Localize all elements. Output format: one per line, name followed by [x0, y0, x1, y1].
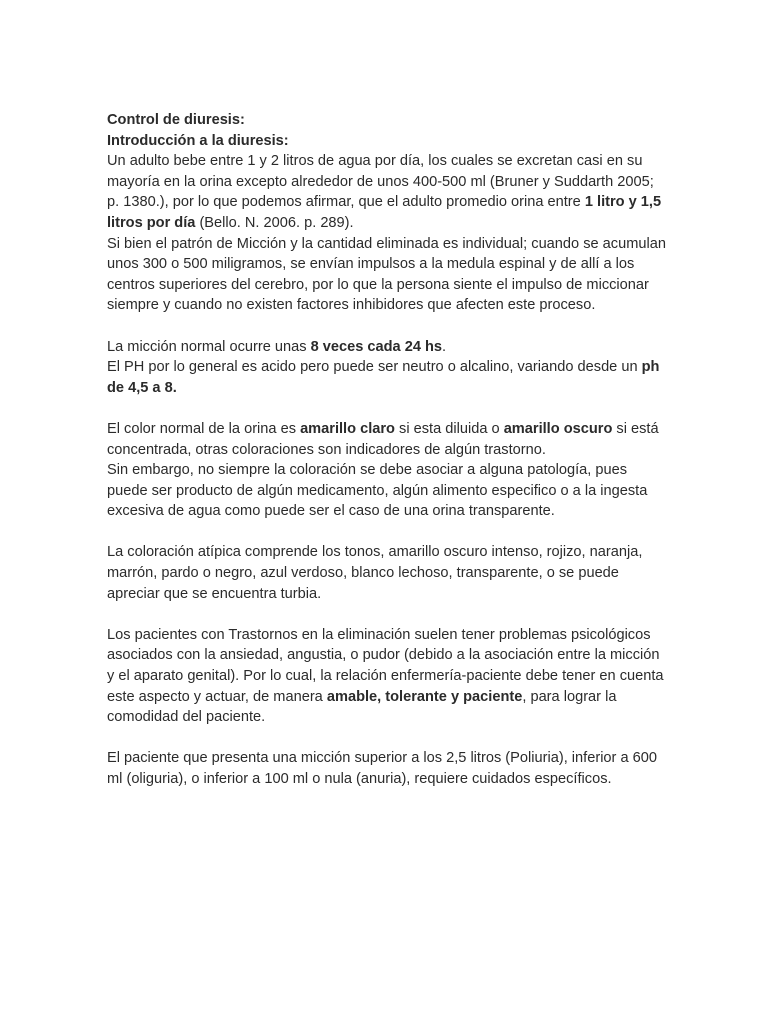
paragraph-color-mid: si esta diluida o [394, 420, 504, 437]
paragraph-ph-text: El PH por lo general es acido pero puede ser neutro o alcalino, variando desde un [107, 359, 642, 376]
paragraph-spacer [107, 522, 667, 543]
paragraph-atypical-color: La coloración atípica comprende los tonos, amarillo oscuro intenso, rojizo, naranja, marrón, pardo o negro, azul verdoso, blanco lechoso, transparente, o se puede apreciar que se encuentra turbia. [107, 544, 643, 602]
paragraph-abnormal-volume: El paciente que presenta una micción superior a los 2,5 litros (Poliuria), inferior a 600 ml (oliguria), o inferior a 100 ml o nula (anuria), requiere cuidados específicos. [107, 750, 657, 787]
emphasis-ph-range: ph de 4,5 a 8. [107, 359, 660, 396]
paragraph-color [107, 419, 667, 460]
paragraph-color-text: El color normal de la orina es [107, 420, 301, 437]
paragraph-patient-care-text: Los pacientes con Trastornos en la eliminación suelen tener problemas psicológicos asociados con la ansiedad, angustia, o pudor (debido a la asociación entre la micción y el aparato genital). Por lo cual, la relación enfermería-paciente debe tener en cuenta este aspecto y actuar, de manera [107, 626, 664, 705]
emphasis-dark-yellow: amarillo oscuro [503, 420, 613, 437]
paragraph-patient-care [107, 625, 667, 728]
paragraph-patient-care-end: , para lograr la comodidad del paciente. [107, 688, 617, 726]
document-title: Control de diuresis: [107, 112, 245, 128]
emphasis-daily-volume: 1 litro y 1,5 litros por día [107, 194, 662, 231]
paragraph-intake [107, 151, 667, 233]
document-body [107, 110, 667, 790]
emphasis-frequency: 8 veces cada 24 hs [310, 338, 443, 355]
paragraph-spacer [107, 604, 667, 625]
paragraph-ph [107, 357, 667, 398]
emphasis-attitude: amable, tolerante y paciente [326, 688, 523, 705]
paragraph-intake-text: Un adulto bebe entre 1 y 2 litros de agua por día, los cuales se excretan casi en su mayoría en la orina excepto alrededor de unos 400-500 ml (Bruner y Suddarth 2005; p. 1380.), por lo que podemos afirmar, que el adulto promedio orina entre [107, 153, 654, 211]
paragraph-color-end: si está concentrada, otras coloraciones son indicadores de algún trastorno. [107, 420, 659, 458]
paragraph-frequency-text: La micción normal ocurre unas [107, 338, 311, 355]
paragraph-spacer [107, 398, 667, 419]
emphasis-light-yellow: amarillo claro [300, 420, 395, 437]
paragraph-frequency-end: . [442, 338, 447, 355]
paragraph-spacer [107, 728, 667, 749]
paragraph-frequency [107, 337, 667, 358]
citation-bello: (Bello. N. 2006. p. 289). [195, 214, 354, 231]
paragraph-micturition-pattern: Si bien el patrón de Micción y la cantidad eliminada es individual; cuando se acumulan unos 300 o 500 miligramos, se envían impulsos a la medula espinal y de allí a los centros superiores del cerebro, por lo que la persona siente el impulso de miccionar siempre y cuando no existen factores inhibidores que afecten este proceso. [107, 235, 666, 314]
paragraph-coloration-causes: Sin embargo, no siempre la coloración se debe asociar a alguna patología, pues puede ser producto de algún medicamento, algún alimento especifico o a la ingesta excesiva de agua como puede ser el caso de una orina transparente. [107, 462, 648, 520]
section-heading: Introducción a la diuresis: [107, 132, 289, 149]
paragraph-spacer [107, 316, 667, 337]
